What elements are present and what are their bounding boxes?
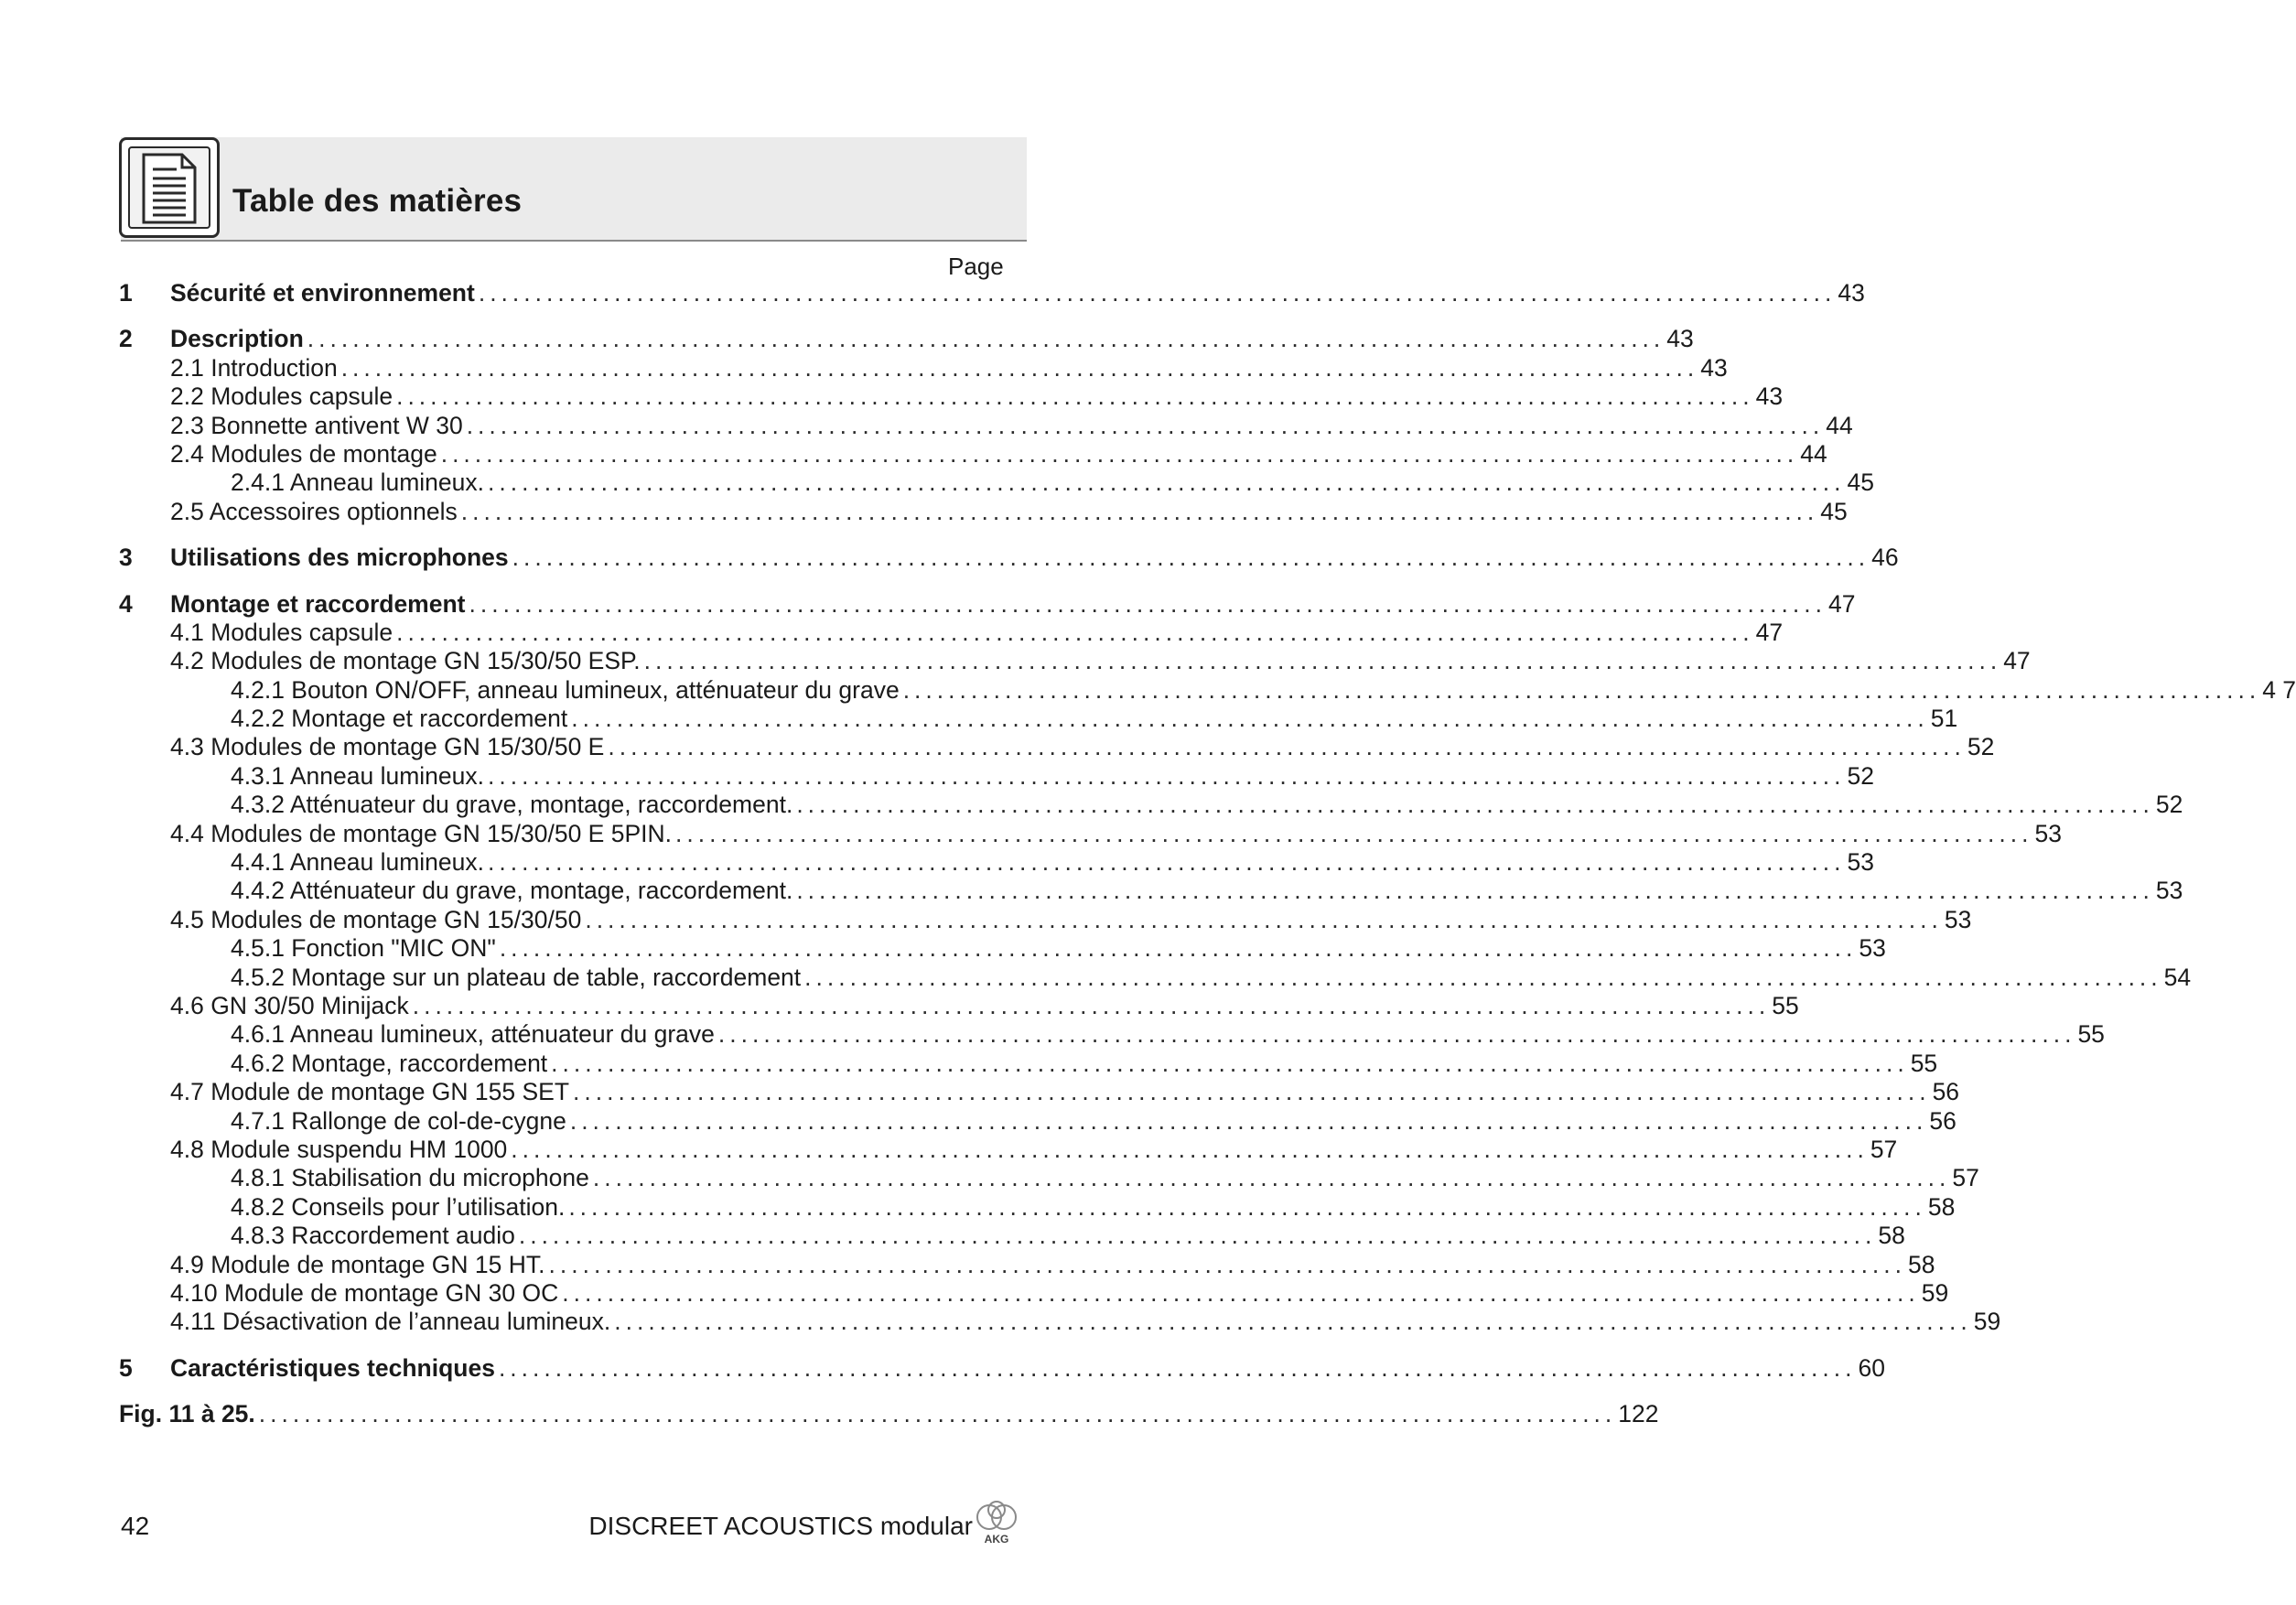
toc-page-number: 59 bbox=[1973, 1308, 2001, 1336]
toc-title: 2.1 Introduction bbox=[170, 353, 338, 382]
toc-page-number: 54 bbox=[2163, 963, 2192, 991]
toc-title: 4.11 Désactivation de l’anneau lumineux. bbox=[170, 1308, 611, 1336]
toc-entry[interactable] bbox=[119, 1164, 1979, 1192]
toc-title: 4.3.2 Atténuateur du grave, montage, raccordement. bbox=[231, 791, 793, 819]
dot-leader: ........................................................................................................................ bbox=[498, 1353, 1857, 1382]
dot-leader: ........................................................................................................................ bbox=[478, 279, 1837, 307]
toc-title: 4.4.1 Anneau lumineux. bbox=[231, 848, 484, 877]
toc-title: 4.1 Modules capsule bbox=[170, 618, 393, 646]
dot-leader: ........................................................................................................................ bbox=[675, 819, 2033, 847]
dot-leader: ........................................................................................................................ bbox=[396, 618, 1754, 646]
dot-leader: ........................................................................................................................ bbox=[499, 934, 1858, 963]
toc-section-number: 2 bbox=[119, 325, 133, 353]
toc-page-number: 55 bbox=[1772, 991, 1799, 1019]
toc-page-number: 56 bbox=[1932, 1078, 1960, 1106]
toc-title: 2.2 Modules capsule bbox=[170, 382, 393, 411]
toc-entry[interactable] bbox=[119, 497, 1848, 526]
toc-page-number: 43 bbox=[1838, 279, 1865, 307]
page-title: Table des matières bbox=[232, 183, 523, 219]
document-icon bbox=[119, 137, 220, 238]
toc-title: 2.4.1 Anneau lumineux. bbox=[231, 469, 484, 497]
toc-entry[interactable] bbox=[119, 618, 1784, 647]
dot-leader: ........................................................................................................................ bbox=[568, 1192, 1926, 1221]
toc-entry[interactable] bbox=[119, 705, 1958, 733]
toc-page-number: 45 bbox=[1847, 469, 1874, 497]
toc-title: 4.5.2 Montage sur un plateau de table, raccordement bbox=[231, 963, 802, 991]
toc-entry[interactable] bbox=[119, 1278, 1949, 1308]
toc-title: 4.5 Modules de montage GN 15/30/50 bbox=[170, 905, 582, 933]
toc-title: 4.8 Module suspendu HM 1000 bbox=[170, 1135, 508, 1163]
dot-leader: ........................................................................................................................ bbox=[440, 439, 1799, 468]
toc-page-number: 60 bbox=[1858, 1353, 1885, 1382]
dot-leader: ........................................................................................................................ bbox=[412, 991, 1771, 1019]
toc-page-number: 57 bbox=[1952, 1164, 1979, 1192]
toc-entry[interactable] bbox=[119, 1222, 1905, 1250]
toc-entry[interactable] bbox=[119, 934, 1886, 963]
toc-entry[interactable] bbox=[119, 1400, 1659, 1428]
document-title: DISCREET ACOUSTICS modular bbox=[588, 1512, 973, 1540]
toc-title: 4.8.2 Conseils pour l’utilisation. bbox=[231, 1192, 566, 1221]
toc-title: 4.9 Module de montage GN 15 HT. bbox=[170, 1250, 545, 1278]
dot-leader: ........................................................................................................................ bbox=[487, 848, 1846, 877]
toc-page-number: 47 bbox=[2003, 647, 2031, 675]
toc-title: 4.2.2 Montage et raccordement bbox=[231, 705, 568, 733]
dot-leader: ........................................................................................................................ bbox=[548, 1250, 1907, 1278]
toc-entry[interactable] bbox=[119, 469, 1874, 497]
toc-section-number: 3 bbox=[119, 544, 133, 572]
toc-page-number: 52 bbox=[2155, 791, 2183, 819]
toc-title: 4.6.1 Anneau lumineux, atténuateur du grave bbox=[231, 1020, 715, 1049]
dot-leader: ........................................................................................................................ bbox=[258, 1400, 1617, 1428]
toc-entry[interactable] bbox=[119, 733, 1995, 761]
toc-entry[interactable] bbox=[119, 353, 1728, 382]
toc-page-number: 53 bbox=[2155, 877, 2183, 905]
dot-leader: ........................................................................................................................ bbox=[512, 544, 1870, 572]
toc-page-number: 122 bbox=[1618, 1400, 1659, 1428]
toc-page-number: 43 bbox=[1755, 382, 1784, 411]
toc-title: 2.3 Bonnette antivent W 30 bbox=[170, 411, 463, 439]
toc-page-number: 43 bbox=[1700, 353, 1728, 382]
dot-leader: ........................................................................................................................ bbox=[511, 1135, 1869, 1163]
toc-page-number: 44 bbox=[1826, 411, 1853, 439]
toc-entry[interactable] bbox=[119, 819, 2062, 848]
toc-page-number: 58 bbox=[1878, 1222, 1905, 1250]
toc-page-number: 52 bbox=[1847, 761, 1874, 790]
toc-title: Caractéristiques techniques bbox=[170, 1353, 495, 1382]
toc-title: 4.2.1 Bouton ON/OFF, anneau lumineux, atténuateur du grave bbox=[231, 675, 900, 704]
toc-page-number: 53 bbox=[2034, 819, 2062, 847]
toc-page-number: 58 bbox=[1927, 1192, 1956, 1221]
dot-leader: ........................................................................................................................ bbox=[573, 1078, 1931, 1106]
dot-leader: ........................................................................................................................ bbox=[592, 1164, 1951, 1192]
toc-entry[interactable] bbox=[119, 1135, 1898, 1164]
toc-title: 4.8.3 Raccordement audio bbox=[231, 1222, 515, 1250]
toc-section-number: 4 bbox=[119, 589, 133, 618]
dot-leader: ........................................................................................................................ bbox=[487, 761, 1846, 790]
toc-title: 4.4.2 Atténuateur du grave, montage, raccordement. bbox=[231, 877, 793, 905]
dot-leader: ........................................................................................................................ bbox=[796, 877, 2154, 905]
toc-page-number: 43 bbox=[1666, 325, 1694, 353]
toc-entry[interactable] bbox=[119, 1078, 1960, 1106]
toc-title: 4.7.1 Rallonge de col-de-cygne bbox=[231, 1106, 566, 1135]
logo-text: AKG bbox=[984, 1533, 1009, 1546]
dot-leader: ........................................................................................................................ bbox=[562, 1278, 1920, 1307]
toc-title: 4.8.1 Stabilisation du microphone bbox=[231, 1164, 589, 1192]
toc-entry[interactable] bbox=[119, 647, 2031, 675]
toc-title: 4.4 Modules de montage GN 15/30/50 E 5PIN. bbox=[170, 819, 672, 847]
toc-title: 4.10 Module de montage GN 30 OC bbox=[170, 1278, 559, 1307]
toc-page-number: 55 bbox=[2077, 1020, 2105, 1049]
dot-leader: ........................................................................................................................ bbox=[307, 325, 1665, 353]
toc-page-number: 46 bbox=[1871, 544, 1899, 572]
toc-page-number: 4 7 bbox=[2262, 675, 2296, 704]
toc-entry[interactable] bbox=[119, 905, 1972, 934]
toc-page-number: 47 bbox=[1828, 589, 1856, 618]
toc-section-number: 1 bbox=[119, 279, 133, 307]
dot-leader: ........................................................................................................................ bbox=[396, 382, 1754, 411]
toc-entry[interactable] bbox=[119, 1192, 1956, 1222]
toc-title: 4.3 Modules de montage GN 15/30/50 E bbox=[170, 733, 605, 761]
dot-leader: ........................................................................................................................ bbox=[518, 1222, 1877, 1250]
toc-title: 2.5 Accessoires optionnels bbox=[170, 497, 458, 525]
toc-page-number: 44 bbox=[1800, 439, 1827, 468]
dot-leader: ........................................................................................................................ bbox=[796, 791, 2154, 819]
table-of-contents bbox=[119, 279, 2296, 1428]
toc-entry[interactable] bbox=[119, 1308, 2001, 1336]
toc-entry[interactable] bbox=[119, 761, 1874, 791]
toc-entry[interactable] bbox=[119, 279, 1865, 307]
toc-title: Description bbox=[170, 325, 304, 353]
dot-leader: ........................................................................................................................ bbox=[466, 411, 1825, 439]
toc-entry[interactable] bbox=[119, 848, 1874, 877]
toc-entry[interactable] bbox=[119, 589, 1856, 619]
dot-leader: ........................................................................................................................ bbox=[469, 589, 1827, 618]
toc-entry[interactable] bbox=[119, 544, 1899, 572]
toc-entry[interactable] bbox=[119, 325, 1694, 353]
toc-title: 4.6.2 Montage, raccordement bbox=[231, 1049, 548, 1077]
dot-leader: ........................................................................................................................ bbox=[571, 705, 1929, 733]
toc-page-number: 57 bbox=[1870, 1135, 1898, 1163]
dot-leader: ........................................................................................................................ bbox=[804, 963, 2162, 991]
toc-section-number: 5 bbox=[119, 1353, 133, 1382]
dot-leader: ........................................................................................................................ bbox=[487, 469, 1846, 497]
dot-leader: ........................................................................................................................ bbox=[460, 497, 1819, 525]
dot-leader: ........................................................................................................................ bbox=[902, 675, 2261, 704]
dot-leader: ........................................................................................................................ bbox=[717, 1020, 2076, 1049]
toc-page-number: 58 bbox=[1908, 1250, 1935, 1278]
dot-leader: ........................................................................................................................ bbox=[551, 1049, 1909, 1077]
toc-title: Utilisations des microphones bbox=[170, 544, 509, 572]
toc-title: 4.6 GN 30/50 Minijack bbox=[170, 991, 409, 1019]
toc-title: 4.2 Modules de montage GN 15/30/50 ESP. bbox=[170, 647, 641, 675]
toc-entry[interactable] bbox=[119, 1353, 1885, 1383]
toc-entry[interactable] bbox=[119, 439, 1827, 469]
toc-title: Fig. 11 à 25. bbox=[119, 1400, 255, 1428]
toc-page-number: 53 bbox=[1859, 934, 1886, 963]
toc-page-number: 56 bbox=[1929, 1106, 1956, 1135]
toc-page-number: 55 bbox=[1910, 1049, 1938, 1077]
toc-page-number: 52 bbox=[1967, 733, 1995, 761]
toc-page-number: 45 bbox=[1820, 497, 1848, 525]
toc-page-number: 53 bbox=[1847, 848, 1874, 877]
toc-title: 2.4 Modules de montage bbox=[170, 439, 437, 468]
toc-page-number: 47 bbox=[1755, 618, 1784, 646]
dot-leader: ........................................................................................................................ bbox=[569, 1106, 1928, 1135]
dot-leader: ........................................................................................................................ bbox=[614, 1308, 1972, 1336]
toc-entry[interactable] bbox=[119, 675, 2296, 705]
toc-entry[interactable] bbox=[119, 1106, 1956, 1136]
toc-entry[interactable] bbox=[119, 877, 2183, 905]
toc-title: Sécurité et environnement bbox=[170, 279, 475, 307]
toc-entry[interactable] bbox=[119, 382, 1784, 411]
akg-logo-icon bbox=[974, 1501, 1019, 1545]
page-number: 42 bbox=[121, 1512, 150, 1540]
toc-entry[interactable] bbox=[119, 1049, 1938, 1078]
toc-title: 4.3.1 Anneau lumineux. bbox=[231, 761, 484, 790]
dot-leader: ........................................................................................................................ bbox=[585, 905, 1943, 933]
toc-page-number: 53 bbox=[1944, 905, 1972, 933]
dot-leader: ........................................................................................................................ bbox=[643, 647, 2002, 675]
toc-entry[interactable] bbox=[119, 963, 2192, 992]
toc-title: 4.5.1 Fonction "MIC ON" bbox=[231, 934, 496, 963]
page-column-label: Page bbox=[948, 253, 1004, 280]
toc-entry[interactable] bbox=[119, 791, 2183, 819]
toc-page-number: 51 bbox=[1930, 705, 1958, 733]
toc-entry[interactable] bbox=[119, 991, 1799, 1020]
dot-leader: ........................................................................................................................ bbox=[340, 353, 1699, 382]
toc-entry[interactable] bbox=[119, 1250, 1935, 1279]
toc-title: Montage et raccordement bbox=[170, 589, 466, 618]
dot-leader: ........................................................................................................................ bbox=[608, 733, 1966, 761]
toc-title: 4.7 Module de montage GN 155 SET bbox=[170, 1078, 570, 1106]
toc-entry[interactable] bbox=[119, 411, 1853, 440]
toc-entry[interactable] bbox=[119, 1020, 2105, 1049]
toc-page-number: 59 bbox=[1921, 1278, 1949, 1307]
